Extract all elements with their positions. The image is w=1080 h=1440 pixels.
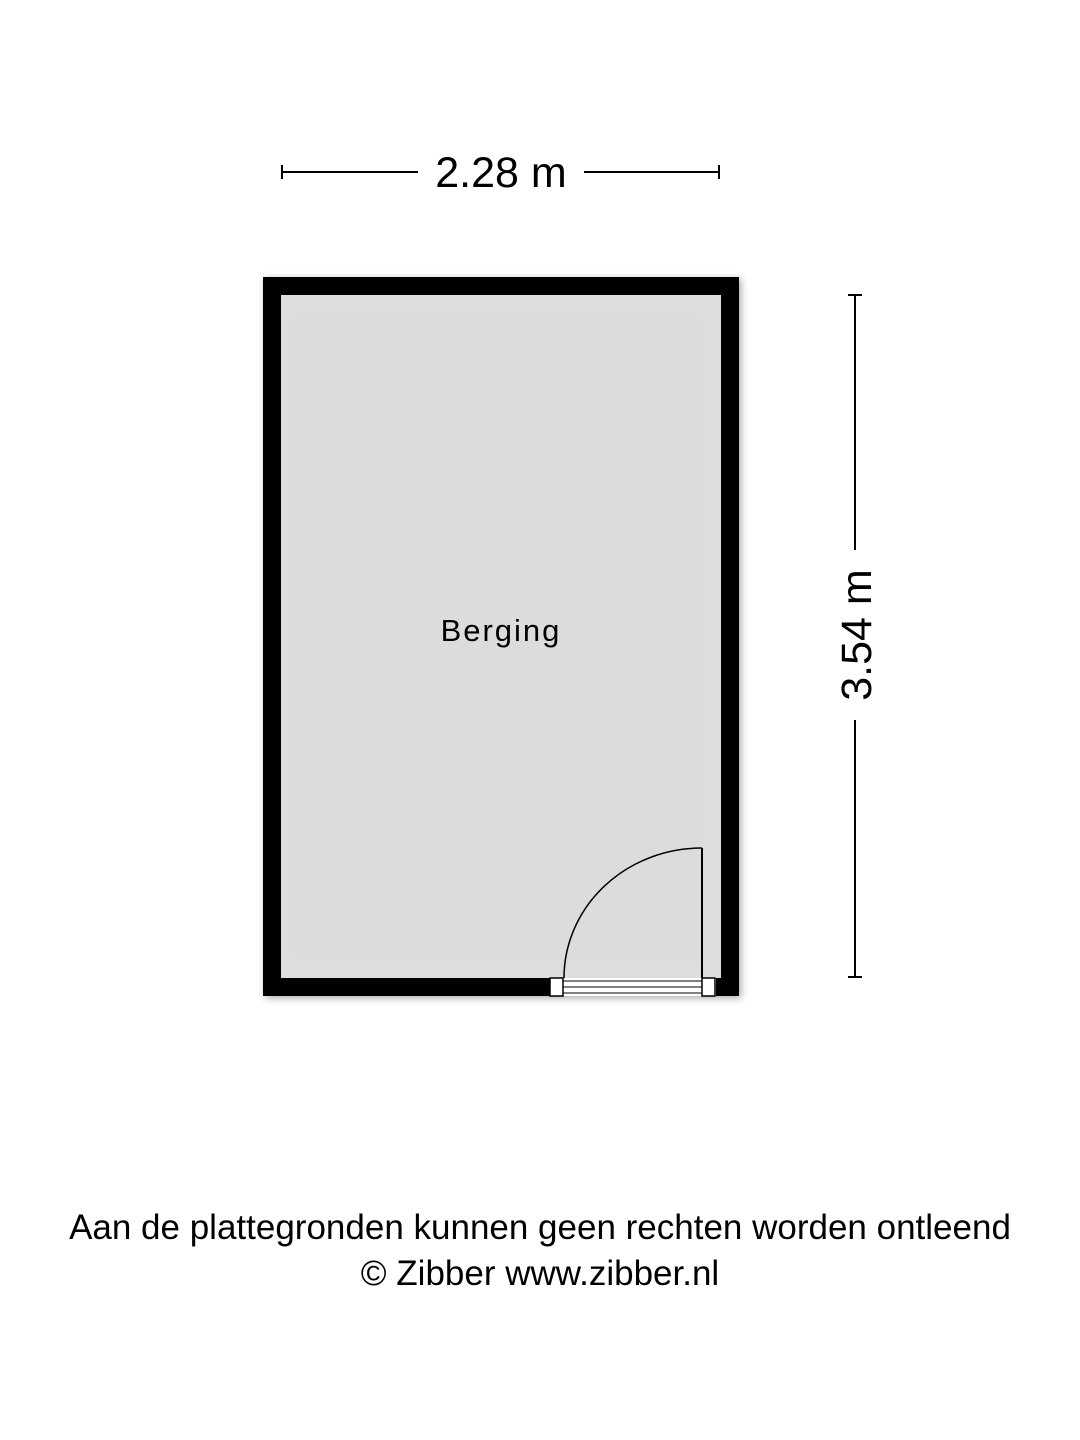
room-label: Berging (440, 613, 562, 648)
width-dimension-label: 2.28 m (435, 149, 567, 197)
height-dimension (833, 295, 881, 977)
disclaimer-text: Aan de plattegronden kunnen geen rechten worden ontleend (69, 1208, 1011, 1247)
door-jamb-left (550, 978, 563, 996)
width-dimension (282, 149, 719, 197)
height-dimension-label: 3.54 m (833, 569, 881, 701)
copyright-text: © Zibber www.zibber.nl (360, 1254, 720, 1293)
door-jamb-right (702, 978, 715, 996)
